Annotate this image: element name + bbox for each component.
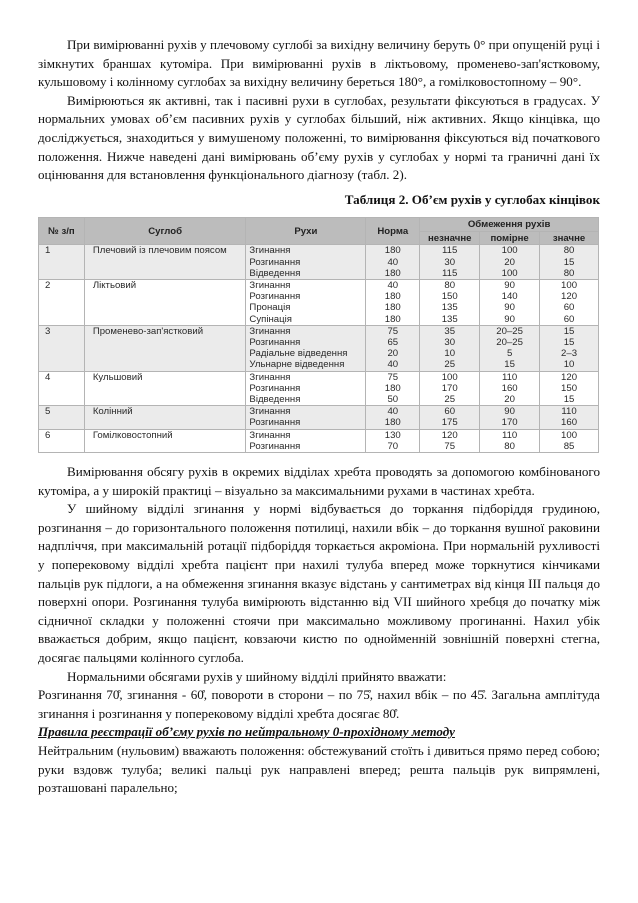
severe-limit-values-item: 120	[561, 291, 578, 303]
norm-values	[366, 279, 420, 325]
move-list-item: Розгинання	[249, 417, 301, 429]
moderate-limit-values	[480, 406, 540, 429]
severe-limit-values-item: 15	[563, 336, 575, 348]
minor-limit-values-item: 25	[444, 393, 456, 405]
norm-values-item: 180	[384, 313, 401, 325]
norm-values-item: 65	[387, 336, 399, 348]
joint-name: Колінний	[84, 406, 246, 429]
severe-limit-values-item: 60	[563, 302, 575, 314]
minor-limit-values-item: 30	[444, 336, 456, 348]
joint-name: Плечовий із плечовим поясом	[84, 245, 246, 280]
move-list-item: Згинання	[249, 325, 291, 337]
move-list	[246, 406, 366, 429]
minor-limit-values-item: 35	[444, 325, 456, 337]
norm-values-item: 180	[384, 291, 401, 303]
severe-limit-values-item: 100	[561, 429, 578, 441]
paragraph-normal-ranges: Розгинання 70̊, згинання - 60̊, повороти в сторони – по 75̊, нахил вбік – по 45̊. Загальна амплітуда згинання і розгинання у поперековому відділі хребта досягає 80̊.	[38, 687, 600, 721]
row-number: 5	[39, 406, 85, 429]
move-list-item: Розгинання	[249, 336, 301, 348]
rules-heading: Правила реєстрації об’єму рухів по нейтральному 0-прохідному методу	[38, 724, 455, 740]
moderate-limit-values-item: 170	[501, 417, 518, 429]
norm-values-item: 75	[387, 371, 399, 383]
minor-limit-values-item: 115	[442, 245, 458, 257]
minor-limit-values-item: 100	[441, 371, 458, 383]
minor-limit-values	[420, 371, 480, 406]
severe-limit-values	[540, 279, 599, 325]
minor-limit-values-item: 170	[441, 382, 458, 394]
move-list-item: Відведення	[249, 393, 301, 405]
move-list-item: Розгинання	[249, 291, 301, 303]
move-list-item: Ульнарне відведення	[249, 359, 345, 371]
header-number: № з/п	[39, 218, 85, 245]
severe-limit-values-item: 2–3	[561, 348, 578, 360]
minor-limit-values	[420, 429, 480, 452]
moderate-limit-values-item: 80	[504, 440, 515, 452]
minor-limit-values-item: 60	[444, 406, 456, 418]
moderate-limit-values-item: 20	[504, 256, 515, 268]
moderate-limit-values-item: 100	[501, 245, 518, 257]
moderate-limit-values	[480, 245, 540, 280]
severe-limit-values-item: 110	[561, 406, 577, 418]
move-list-item: Відведення	[249, 267, 301, 279]
joint-name: Променево-зап'ястковий	[84, 325, 246, 371]
joint-range-table	[38, 217, 600, 453]
norm-values-item: 180	[384, 417, 401, 429]
minor-limit-values-item: 10	[444, 348, 456, 360]
norm-values-item: 40	[387, 359, 399, 371]
move-list	[246, 371, 366, 406]
header-joint: Суглоб	[84, 218, 246, 245]
table-row	[39, 279, 599, 325]
joint-name: Ліктьовий	[84, 279, 246, 325]
minor-limit-values-item: 135	[441, 302, 458, 314]
document-page	[38, 36, 600, 798]
paragraph-spine-measurement: Вимірювання обсягу рухів в окремих відділах хребта проводять за допомогою комбінованого кутоміра, а у широкій практиці – візуально за максимальними рухами в частинах хребта.	[38, 464, 600, 498]
minor-limit-values-item: 150	[441, 291, 458, 303]
norm-values-item: 50	[387, 393, 399, 405]
move-list-item: Пронація	[249, 302, 291, 314]
moderate-limit-values-item: 20–25	[496, 325, 523, 337]
moderate-limit-values-item: 100	[501, 267, 518, 279]
table-row	[39, 429, 599, 452]
table-row	[39, 325, 599, 371]
joint-name: Кульшовий	[84, 371, 246, 406]
minor-limit-values-item: 175	[441, 417, 458, 429]
paragraph-shoulder-measurement: При вимірюванні рухів у плечовому суглобі за вихідну величину беруть 0° при опущеній руці і зімкнутих браншах кутоміра. При вимірюванні рухів в ліктьовому, променево-зап'ястковому, кульшовому і колінному суглобах за вихідну величину береться 180°, а гомілковостопному – 90°.	[38, 37, 600, 90]
minor-limit-values-item: 80	[444, 279, 456, 291]
norm-values-item: 180	[384, 382, 401, 394]
severe-limit-values-item: 160	[561, 417, 578, 429]
header-moderate: помірне	[480, 232, 540, 245]
minor-limit-values-item: 25	[444, 359, 456, 371]
severe-limit-values-item: 80	[563, 245, 575, 257]
norm-values-item: 180	[384, 245, 401, 257]
paragraph-cervical-norms: У шийному відділі згинання у нормі відбувається до торкання підборіддя грудиною, розгинання – до горизонтального положення потилиці, нахили вбік – до торкання вушної раковини надпліччя, при максимальній ротації підборіддя торкається акроміона. При нормальній рухливості у поперековому відділі хребта пацієнт при нахилі тулуба вперед може торкнутися кінчиками пальців рук підлоги, а на обмеження згинання вказує відстань у сантиметрах від кінця III пальця до поверхні опори. Розгинання тулуба вимірюють відстанню від VII шийного хребця до початку між сідничної складки у положенні стоячи при максимально можливому прогинанні. Нахил убік вважається добрим, якщо пацієнт, ковзаючи кистю по однойменній зовнішній поверхні стегна, досягає пальцями колінного суглоба.	[38, 501, 600, 665]
header-minor: незначне	[420, 232, 480, 245]
moderate-limit-values-item: 110	[501, 429, 518, 441]
moderate-limit-values-item: 20–25	[496, 336, 523, 348]
severe-limit-values-item: 15	[563, 393, 575, 405]
severe-limit-values-item: 15	[563, 256, 575, 268]
table-body	[39, 245, 599, 453]
moderate-limit-values-item: 90	[504, 313, 515, 325]
minor-limit-values	[420, 279, 480, 325]
minor-limit-values	[420, 406, 480, 429]
severe-limit-values	[540, 429, 599, 452]
minor-limit-values-item: 30	[444, 256, 456, 268]
norm-values	[366, 325, 420, 371]
norm-values-item: 70	[387, 440, 399, 452]
move-list-item: Розгинання	[249, 440, 301, 452]
norm-values-item: 130	[384, 429, 401, 441]
table-row	[39, 371, 599, 406]
severe-limit-values-item: 10	[563, 359, 575, 371]
minor-limit-values-item: 135	[441, 313, 458, 325]
joint-name: Гомілковостопний	[84, 429, 246, 452]
row-number: 2	[39, 279, 85, 325]
moderate-limit-values	[480, 371, 540, 406]
move-list-item: Радіальне відведення	[249, 348, 348, 360]
severe-limit-values-item: 15	[563, 325, 575, 337]
move-list-item: Супінація	[249, 313, 292, 325]
moderate-limit-values	[480, 325, 540, 371]
table-row	[39, 406, 599, 429]
minor-limit-values	[420, 245, 480, 280]
move-list	[246, 245, 366, 280]
norm-values	[366, 429, 420, 452]
move-list	[246, 279, 366, 325]
moderate-limit-values-item: 15	[504, 359, 515, 371]
severe-limit-values	[540, 406, 599, 429]
norm-values-item: 40	[387, 256, 399, 268]
moderate-limit-values-item: 90	[504, 302, 515, 314]
norm-values	[366, 245, 420, 280]
move-list-item: Згинання	[249, 371, 291, 383]
paragraph-normal-ranges-intro: Нормальними обсягами рухів у шийному відділі прийнято вважати:	[67, 668, 447, 684]
header-moves: Рухи	[246, 218, 366, 245]
row-number: 6	[39, 429, 85, 452]
severe-limit-values-item: 60	[563, 313, 575, 325]
move-list-item: Розгинання	[249, 382, 301, 394]
severe-limit-values-item: 100	[561, 279, 578, 291]
norm-values-item: 40	[387, 279, 399, 291]
norm-values-item: 40	[387, 406, 399, 418]
move-list-item: Розгинання	[249, 256, 301, 268]
moderate-limit-values	[480, 279, 540, 325]
minor-limit-values-item: 75	[444, 440, 456, 452]
header-severe: значне	[540, 232, 599, 245]
table-row	[39, 245, 599, 280]
severe-limit-values	[540, 371, 599, 406]
norm-values	[366, 371, 420, 406]
header-norm: Норма	[366, 218, 420, 245]
moderate-limit-values-item: 110	[501, 371, 518, 383]
table-caption: Таблиця 2. Об’єм рухів у суглобах кінцівок	[344, 191, 600, 207]
moderate-limit-values-item: 160	[501, 382, 518, 394]
move-list-item: Згинання	[249, 245, 291, 257]
norm-values-item: 180	[384, 302, 401, 314]
row-number: 1	[39, 245, 85, 280]
row-number: 3	[39, 325, 85, 371]
norm-values-item: 180	[384, 267, 401, 279]
severe-limit-values	[540, 325, 599, 371]
minor-limit-values-item: 120	[441, 429, 458, 441]
severe-limit-values-item: 150	[561, 382, 578, 394]
move-list-item: Згинання	[249, 279, 291, 291]
header-limit: Обмеження рухів	[420, 218, 599, 232]
paragraph-neutral-position: Нейтральним (нульовим) вважають положення: обстежуваний стоїть і дивиться прямо перед собою; руки вздовж тулуба; великі пальці рук направлені вперед; решта пальців рук випрямлені, розташовані паралельно;	[38, 742, 600, 796]
moderate-limit-values-item: 140	[501, 291, 518, 303]
moderate-limit-values-item: 90	[504, 279, 515, 291]
move-list	[246, 429, 366, 452]
moderate-limit-values-item: 5	[506, 348, 513, 360]
moderate-limit-values	[480, 429, 540, 452]
move-list-item: Згинання	[249, 429, 291, 441]
row-number: 4	[39, 371, 85, 406]
moderate-limit-values-item: 90	[504, 406, 515, 418]
severe-limit-values	[540, 245, 599, 280]
move-list-item: Згинання	[249, 406, 291, 418]
moderate-limit-values-item: 20	[504, 393, 515, 405]
norm-values	[366, 406, 420, 429]
move-list	[246, 325, 366, 371]
norm-values-item: 20	[387, 348, 399, 360]
minor-limit-values	[420, 325, 480, 371]
norm-values-item: 75	[387, 325, 399, 337]
minor-limit-values-item: 115	[442, 267, 458, 279]
severe-limit-values-item: 85	[563, 440, 575, 452]
severe-limit-values-item: 120	[561, 371, 578, 383]
severe-limit-values-item: 80	[563, 267, 575, 279]
paragraph-active-passive: Вимірюються як активні, так і пасивні рухи в суглобах, результати фіксуються в градусах. У нормальних умовах об’єм пасивних рухів у суглобах більший, ніж активних. Якщо кінцівка, що досліджується, знаходиться у вимушеному положенні, то вимірювання фіксуються від початкового положення. Нижче наведені дані вимірювань об’єму рухів у суглобах у нормі та граничні дані їх оцінювання для встановлення функціонального діагнозу (табл. 2).	[38, 92, 600, 183]
